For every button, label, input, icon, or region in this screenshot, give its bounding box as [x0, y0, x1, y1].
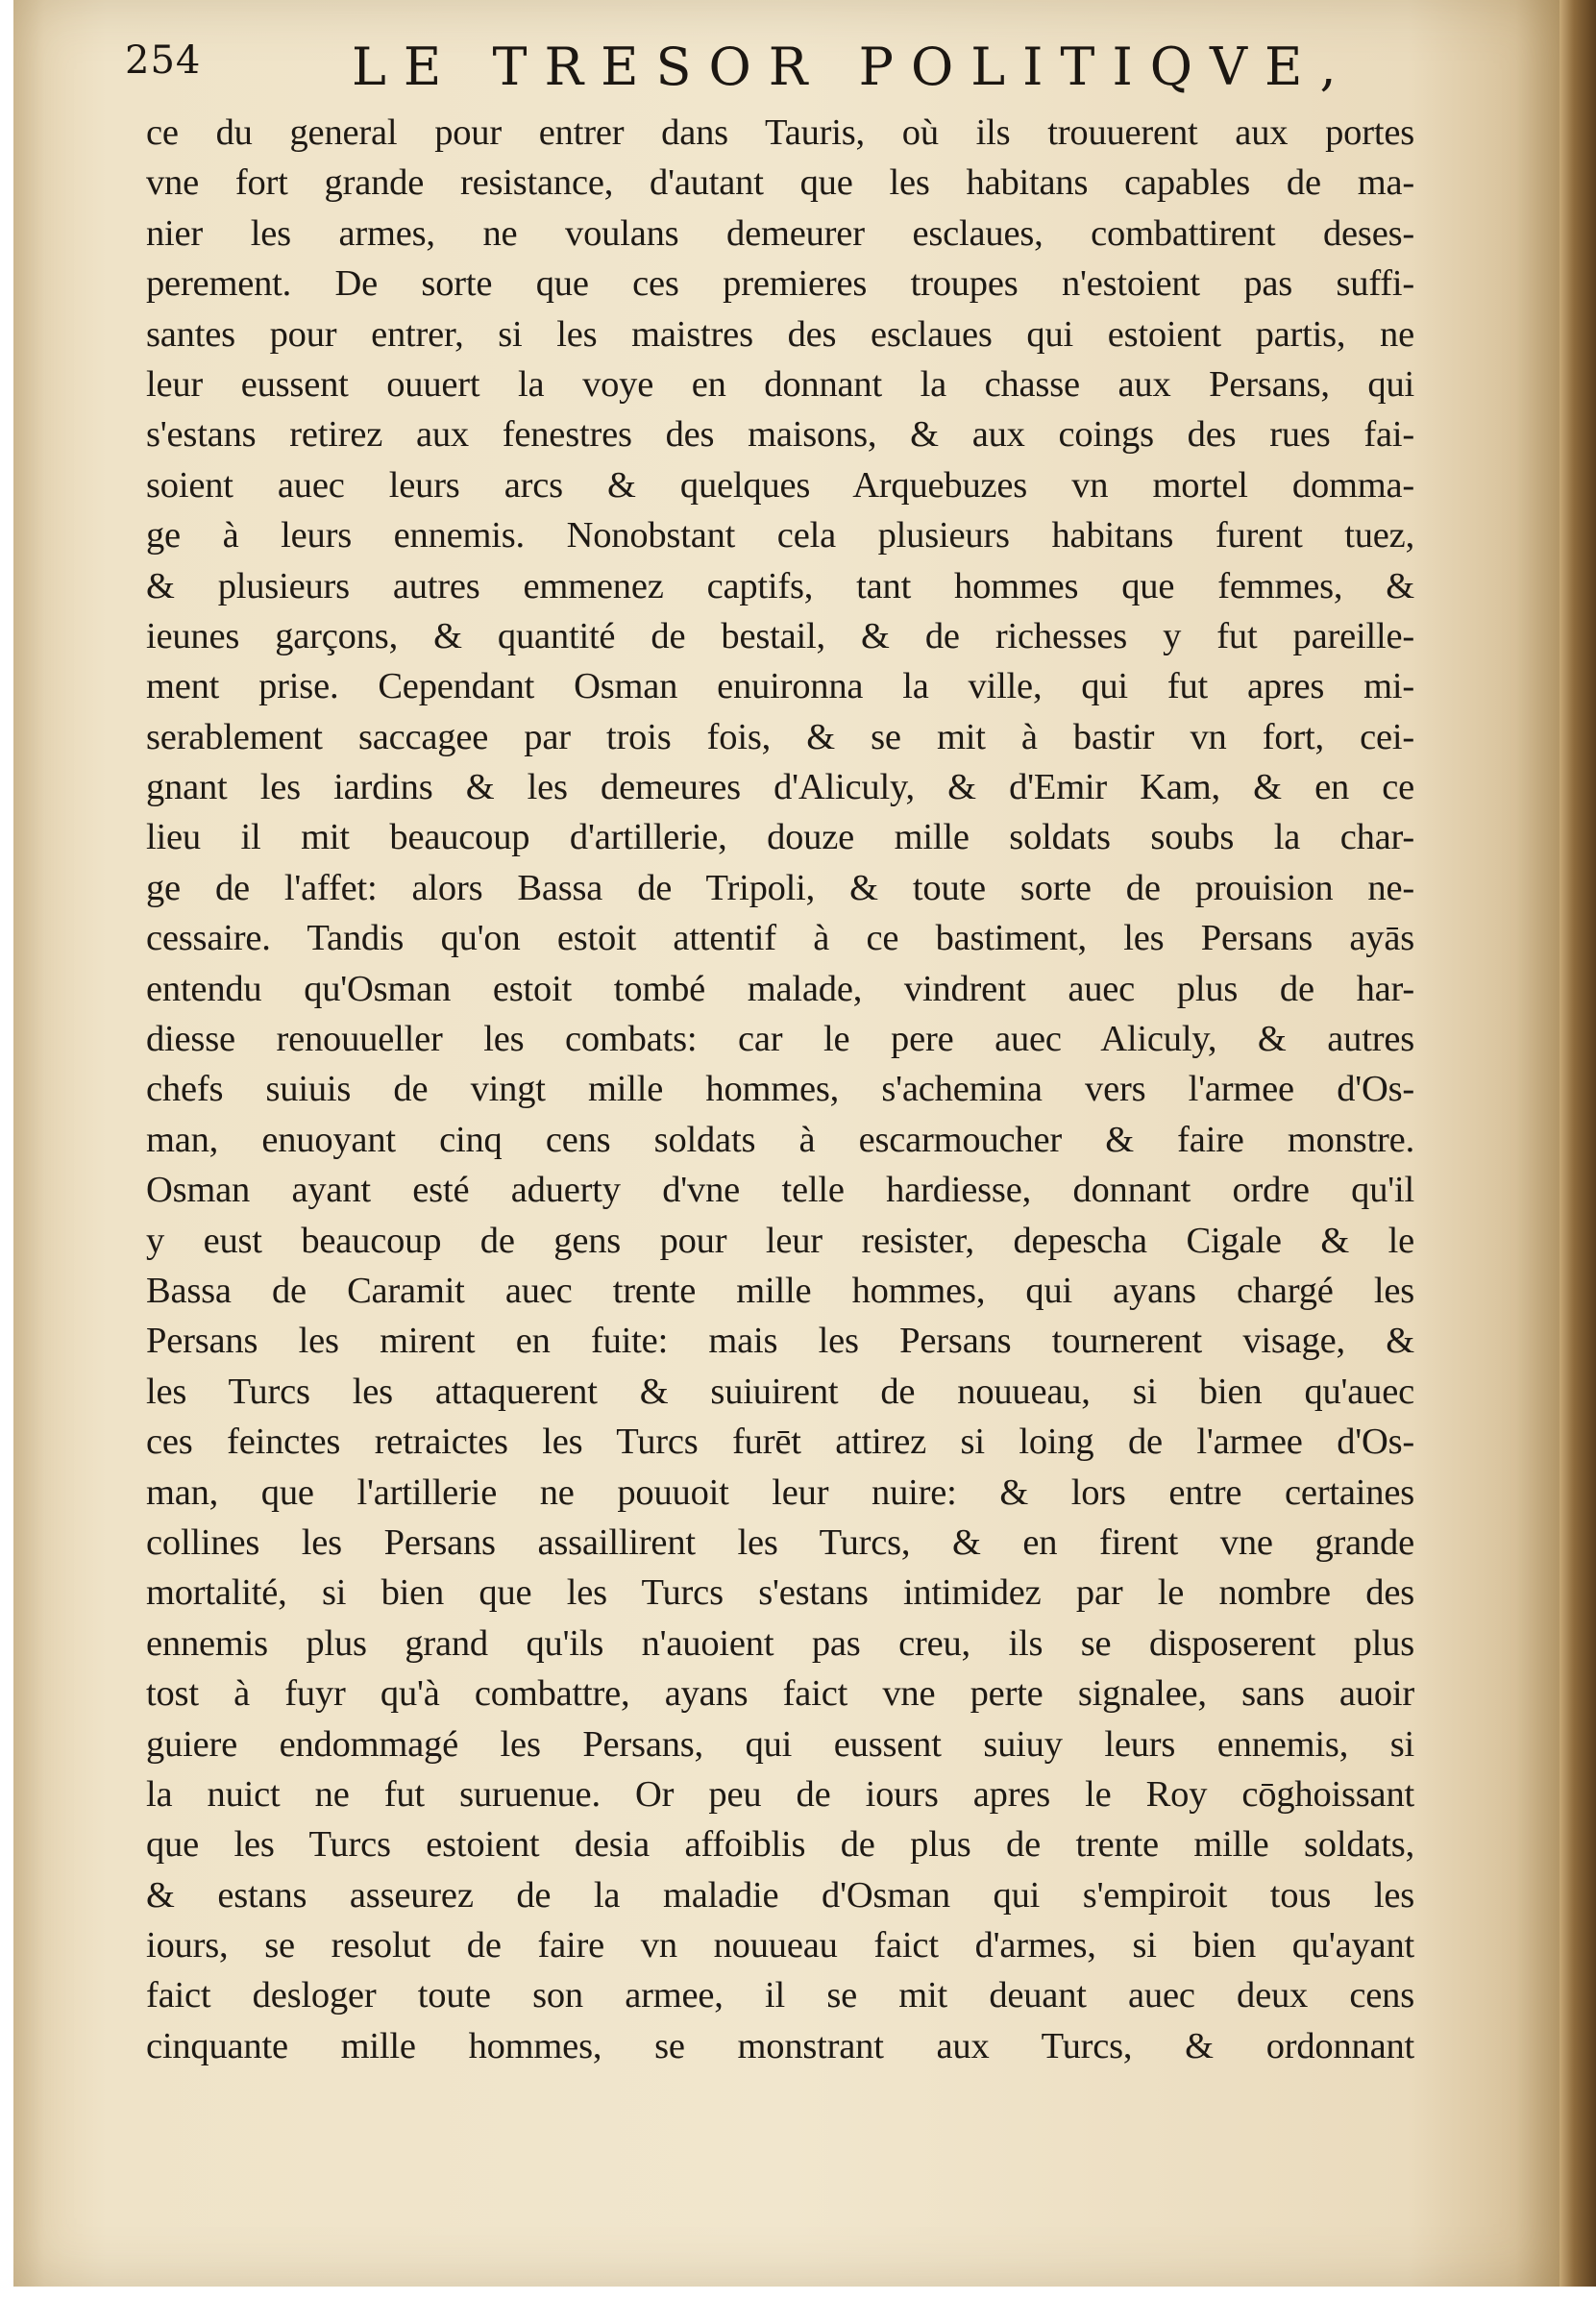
text-line: ment prise. Cependant Osman enuironna la ville, qui fut apres mi-: [146, 666, 1414, 707]
text-line: ieunes garçons, & quantité de bestail, & de richesses y fut pareille-: [146, 615, 1414, 656]
text-line: tost à fuyr qu'à combattre, ayans faict vne perte signalee, sans auoir: [146, 1673, 1414, 1715]
text-line: Osman ayant esté aduerty d'vne telle hardiesse, donnant ordre qu'il: [146, 1170, 1414, 1211]
text-line: la nuict ne fut suruenue. Or peu de iours apres le Roy cōghoissant: [146, 1773, 1414, 1815]
text-line: santes pour entrer, si les maistres des esclaues qui estoient partis, ne: [146, 313, 1414, 355]
text-line: lieu il mit beaucoup d'artillerie, douze mille soldats soubs la char-: [146, 817, 1414, 858]
text-line: faict desloger toute son armee, il se mit deuant auec deux cens: [146, 1975, 1414, 2016]
text-line: gnant les iardins & les demeures d'Aliculy, & d'Emir Kam, & en ce: [146, 767, 1414, 808]
text-line: ennemis plus grand qu'ils n'auoient pas creu, ils se disposerent plus: [146, 1622, 1414, 1664]
text-line: guiere endommagé les Persans, qui eussent suiuy leurs ennemis, si: [146, 1723, 1414, 1765]
book-binding-edge: [1559, 0, 1596, 2300]
text-line: soient auec leurs arcs & quelques Arquebuzes vn mortel domma-: [146, 464, 1414, 506]
text-line: ge à leurs ennemis. Nonobstant cela plusieurs habitans furent tuez,: [146, 515, 1414, 556]
page-number: 254: [125, 38, 202, 83]
text-line: y eust beaucoup de gens pour leur resister, depescha Cigale & le: [146, 1220, 1414, 1261]
text-line: & estans asseurez de la maladie d'Osman qui s'empiroit tous les: [146, 1874, 1414, 1916]
text-line: que les Turcs estoient desia affoiblis de plus de trente mille soldats,: [146, 1824, 1414, 1866]
text-line: les Turcs les attaquerent & suiuirent de nouueau, si bien qu'auec: [146, 1371, 1414, 1412]
text-line: vne fort grande resistance, d'autant que les habitans capables de ma-: [146, 162, 1414, 204]
text-line: iours, se resolut de faire vn nouueau faict d'armes, si bien qu'ayant: [146, 1925, 1414, 1966]
page-bottom-margin: [0, 2287, 1596, 2300]
text-line: ce du general pour entrer dans Tauris, où ils trouuerent aux portes: [146, 112, 1414, 153]
running-title: LE TRESOR POLITIQVE,: [352, 37, 1354, 97]
text-line: nier les armes, ne voulans demeurer esclaues, combattirent deses-: [146, 212, 1414, 254]
text-line: man, enuoyant cinq cens soldats à escarmoucher & faire monstre.: [146, 1119, 1414, 1160]
text-line: & plusieurs autres emmenez captifs, tant hommes que femmes, &: [146, 565, 1414, 606]
page-header: [113, 38, 1459, 96]
text-line: ces feinctes retraictes les Turcs furēt attirez si loing de l'armee d'Os-: [146, 1422, 1414, 1463]
text-line: mortalité, si bien que les Turcs s'estans intimidez par le nombre des: [146, 1572, 1414, 1614]
text-line: serablement saccagee par trois fois, & se mit à bastir vn fort, cei-: [146, 716, 1414, 757]
text-line: entendu qu'Osman estoit tombé malade, vindrent auec plus de har-: [146, 968, 1414, 1009]
text-line: Persans les mirent en fuite: mais les Persans tournerent visage, &: [146, 1321, 1414, 1362]
text-line: diesse renouueller les combats: car le pere auec Aliculy, & autres: [146, 1019, 1414, 1060]
text-line: chefs suiuis de vingt mille hommes, s'achemina vers l'armee d'Os-: [146, 1069, 1414, 1110]
text-line: man, que l'artillerie ne pouuoit leur nuire: & lors entre certaines: [146, 1472, 1414, 1513]
text-line: leur eussent ouuert la voye en donnant la chasse aux Persans, qui: [146, 363, 1414, 405]
text-line: ge de l'affet: alors Bassa de Tripoli, & toute sorte de prouision ne-: [146, 867, 1414, 908]
text-line: cinquante mille hommes, se monstrant aux Turcs, & ordonnant: [146, 2025, 1414, 2066]
text-line: cessaire. Tandis qu'on estoit attentif à ce bastiment, les Persans ayās: [146, 918, 1414, 959]
text-line: perement. De sorte que ces premieres troupes n'estoient pas suffi-: [146, 263, 1414, 305]
body-text: [146, 108, 1414, 2071]
text-line: Bassa de Caramit auec trente mille hommes, qui ayans chargé les: [146, 1270, 1414, 1311]
text-line: collines les Persans assaillirent les Turcs, & en firent vne grande: [146, 1521, 1414, 1563]
text-line: s'estans retirez aux fenestres des maisons, & aux coings des rues fai-: [146, 414, 1414, 456]
